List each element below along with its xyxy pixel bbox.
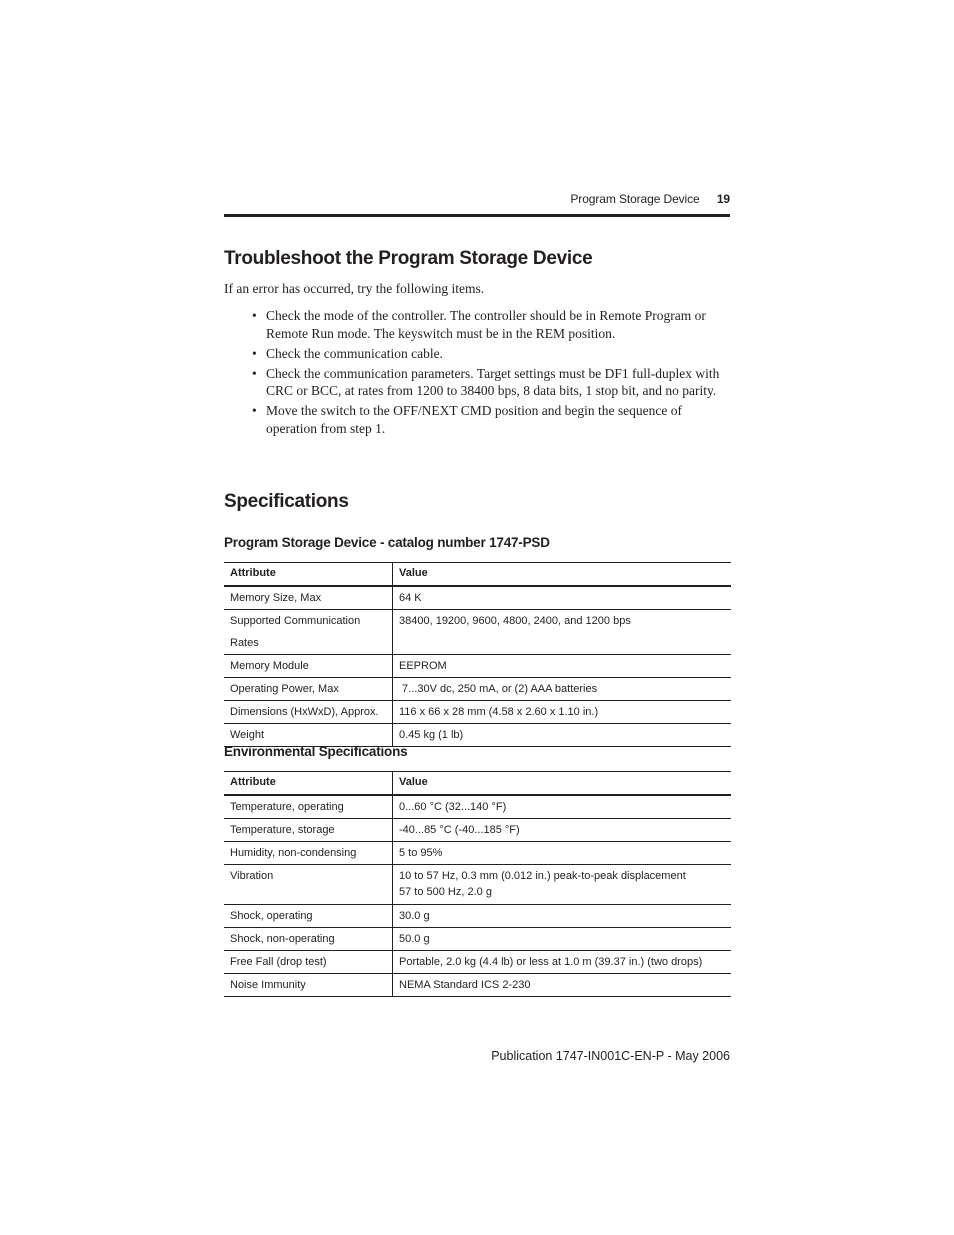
list-item-text: Move the switch to the OFF/NEXT CMD position and begin the sequence of operation from step 1.: [266, 403, 682, 436]
table-row: [224, 905, 731, 928]
attribute-cell: Shock, non-operating: [224, 928, 393, 951]
troubleshoot-intro: If an error has occurred, try the following items.: [224, 281, 485, 296]
list-item-text: Check the mode of the controller. The controller should be in Remote Program or Remote Run mode. The keyswitch must be in the REM position.: [266, 308, 706, 341]
value-line: 57 to 500 Hz, 2.0 g: [399, 886, 492, 898]
env-table-title: Environmental Specifications: [224, 744, 408, 759]
table-header-row: [224, 772, 731, 796]
table-row: [224, 928, 731, 951]
table-row: [224, 819, 731, 842]
table-header-row: [224, 563, 731, 587]
value-cell: 7...30V dc, 250 mA, or (2) AAA batteries: [393, 678, 732, 701]
attribute-cell: Operating Power, Max: [224, 678, 393, 701]
list-item: [252, 307, 728, 342]
troubleshoot-list: [252, 307, 728, 440]
value-cell: 5 to 95%: [393, 842, 732, 865]
specifications-heading: Specifications: [224, 491, 349, 512]
troubleshoot-heading: Troubleshoot the Program Storage Device: [224, 248, 593, 269]
attribute-cell: Vibration: [224, 865, 393, 905]
list-item: [252, 365, 728, 400]
table-row: [224, 655, 731, 678]
list-item: [252, 345, 728, 363]
running-header-section: Program Storage Device: [570, 192, 700, 206]
value-cell: 30.0 g: [393, 905, 732, 928]
table-row: [224, 678, 731, 701]
table-row: [224, 842, 731, 865]
attribute-cell: Supported Communication Rates: [224, 610, 393, 655]
attribute-cell: Shock, operating: [224, 905, 393, 928]
value-cell: 64 K: [393, 586, 732, 610]
header-rule: [224, 214, 730, 217]
table-row: [224, 865, 731, 905]
list-item: [252, 402, 728, 437]
value-cell: Portable, 2.0 kg (4.4 lb) or less at 1.0 m (39.37 in.) (two drops): [393, 951, 732, 974]
publication-footer: Publication 1747-IN001C-EN-P - May 2006: [491, 1049, 730, 1063]
attribute-cell: Free Fall (drop test): [224, 951, 393, 974]
list-item-text: Check the communication cable.: [266, 345, 443, 361]
attribute-cell: Humidity, non-condensing: [224, 842, 393, 865]
value-cell: [393, 865, 732, 905]
column-header-value: Value: [393, 563, 732, 587]
table-row: [224, 974, 731, 997]
running-header: [570, 192, 730, 206]
attribute-cell: Dimensions (HxWxD), Approx.: [224, 701, 393, 724]
attribute-cell: Memory Size, Max: [224, 586, 393, 610]
column-header-attribute: Attribute: [224, 563, 393, 587]
table-row: [224, 701, 731, 724]
column-header-value: Value: [393, 772, 732, 796]
column-header-attribute: Attribute: [224, 772, 393, 796]
value-cell: 0...60 °C (32...140 °F): [393, 795, 732, 819]
value-line: 10 to 57 Hz, 0.3 mm (0.012 in.) peak-to-peak displacement: [399, 870, 686, 882]
bullet-icon: •: [252, 365, 257, 381]
value-cell: EEPROM: [393, 655, 732, 678]
value-cell: 50.0 g: [393, 928, 732, 951]
attribute-cell: Memory Module: [224, 655, 393, 678]
value-cell: 116 x 66 x 28 mm (4.58 x 2.60 x 1.10 in.): [393, 701, 732, 724]
value-cell: 0.45 kg (1 lb): [393, 724, 732, 747]
attribute-cell: Temperature, operating: [224, 795, 393, 819]
value-cell: 38400, 19200, 9600, 4800, 2400, and 1200 bps: [393, 610, 732, 655]
env-spec-table: [224, 771, 731, 997]
table-row: [224, 951, 731, 974]
table-row: [224, 795, 731, 819]
value-cell: -40...85 °C (-40...185 °F): [393, 819, 732, 842]
value-cell: NEMA Standard ICS 2-230: [393, 974, 732, 997]
psd-table-title: Program Storage Device - catalog number 1747-PSD: [224, 535, 550, 550]
list-item-text: Check the communication parameters. Target settings must be DF1 full-duplex with CRC or BCC, at rates from 1200 to 38400 bps, 8 data bits, 1 stop bit, and no parity.: [266, 365, 720, 398]
psd-spec-table: [224, 562, 731, 747]
attribute-cell: Temperature, storage: [224, 819, 393, 842]
page-number: 19: [716, 192, 730, 206]
table-row: [224, 610, 731, 655]
bullet-icon: •: [252, 403, 257, 418]
bullet-icon: •: [252, 345, 257, 361]
attribute-cell: Weight: [224, 724, 393, 747]
bullet-icon: •: [252, 308, 257, 323]
attribute-cell: Noise Immunity: [224, 974, 393, 997]
table-row: [224, 586, 731, 610]
